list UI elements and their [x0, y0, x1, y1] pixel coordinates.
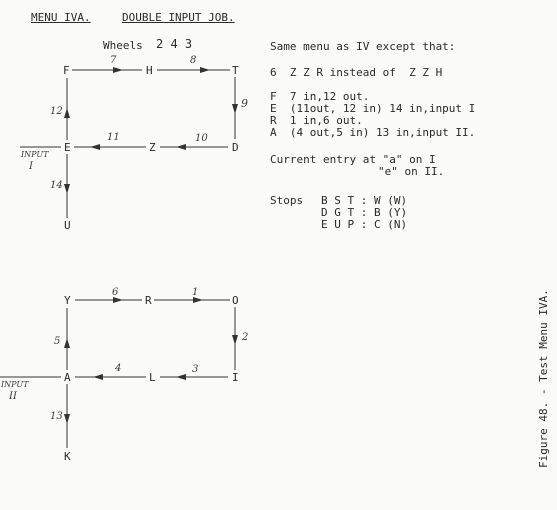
- entry-line: E (11out, 12 in) 14 in,input I: [270, 102, 476, 115]
- node-h: H: [146, 64, 153, 77]
- entry-line: A (4 out,5 in) 13 in,input II.: [270, 126, 476, 139]
- node-r: R: [145, 294, 152, 307]
- entry-line: R 1 in,6 out.: [270, 114, 363, 127]
- label-10: 10: [195, 133, 208, 144]
- entry-line: F 7 in,12 out.: [270, 90, 370, 103]
- arrow-l-a: [93, 374, 103, 380]
- label-12: 12: [50, 106, 63, 117]
- node-t: T: [232, 64, 239, 77]
- job-title: DOUBLE INPUT JOB.: [122, 11, 235, 24]
- arrow-d-z: [176, 144, 186, 150]
- wheels-label: Wheels: [103, 39, 143, 52]
- current-entry-line-1: Current entry at "a" on I: [270, 153, 436, 166]
- label-6: 6: [112, 287, 119, 298]
- label-8: 8: [190, 55, 197, 66]
- node-l: L: [149, 371, 156, 384]
- node-z: Z: [149, 141, 156, 154]
- input-label-2: INPUT: [1, 380, 29, 389]
- label-13: 13: [50, 411, 63, 422]
- wheels-value: 2 4 3: [156, 37, 193, 51]
- menu-title: MENU IVA.: [31, 11, 91, 24]
- arrow-a-k: [64, 414, 70, 424]
- current-entry-line-2: "e" on II.: [378, 165, 445, 178]
- node-a: A: [64, 371, 71, 384]
- input-roman-1: I: [29, 161, 33, 172]
- arrow-o-i: [232, 335, 238, 345]
- label-11: 11: [107, 132, 120, 143]
- node-o: O: [232, 294, 239, 307]
- node-f: F: [63, 64, 70, 77]
- label-1: 1: [192, 287, 199, 298]
- stops-line: B S T : W (W): [321, 194, 408, 207]
- input-roman-2: II: [9, 391, 17, 402]
- label-14: 14: [50, 180, 63, 191]
- arrow-t-d: [232, 104, 238, 114]
- notes-intro: Same menu as IV except that:: [270, 40, 456, 53]
- arrow-f-h: [113, 67, 123, 73]
- notes-replace: 6 Z Z R instead of Z Z H: [270, 66, 443, 79]
- label-4: 4: [115, 363, 122, 374]
- stops-line: D G T : B (Y): [321, 206, 408, 219]
- label-2: 2: [242, 332, 249, 343]
- stops-label: Stops: [270, 194, 304, 207]
- label-9: 9: [241, 97, 248, 110]
- node-k: K: [64, 450, 71, 463]
- arrow-z-e: [90, 144, 100, 150]
- arrow-h-t: [200, 67, 210, 73]
- stops-line: E U P : C (N): [321, 218, 408, 231]
- node-i: I: [232, 371, 239, 384]
- arrow-e-f: [64, 108, 70, 118]
- arrow-i-l: [176, 374, 186, 380]
- label-5: 5: [54, 336, 61, 347]
- node-d: D: [232, 141, 239, 154]
- node-e: E: [64, 141, 71, 154]
- node-y: Y: [64, 294, 71, 307]
- arrow-a-y: [64, 338, 70, 348]
- figure-caption: Figure 48. - Test Menu IVA.: [537, 289, 550, 468]
- node-u: U: [64, 219, 71, 232]
- label-3: 3: [192, 364, 199, 375]
- arrow-e-u: [64, 184, 70, 194]
- input-label-1: INPUT: [21, 150, 49, 159]
- label-7: 7: [110, 55, 117, 66]
